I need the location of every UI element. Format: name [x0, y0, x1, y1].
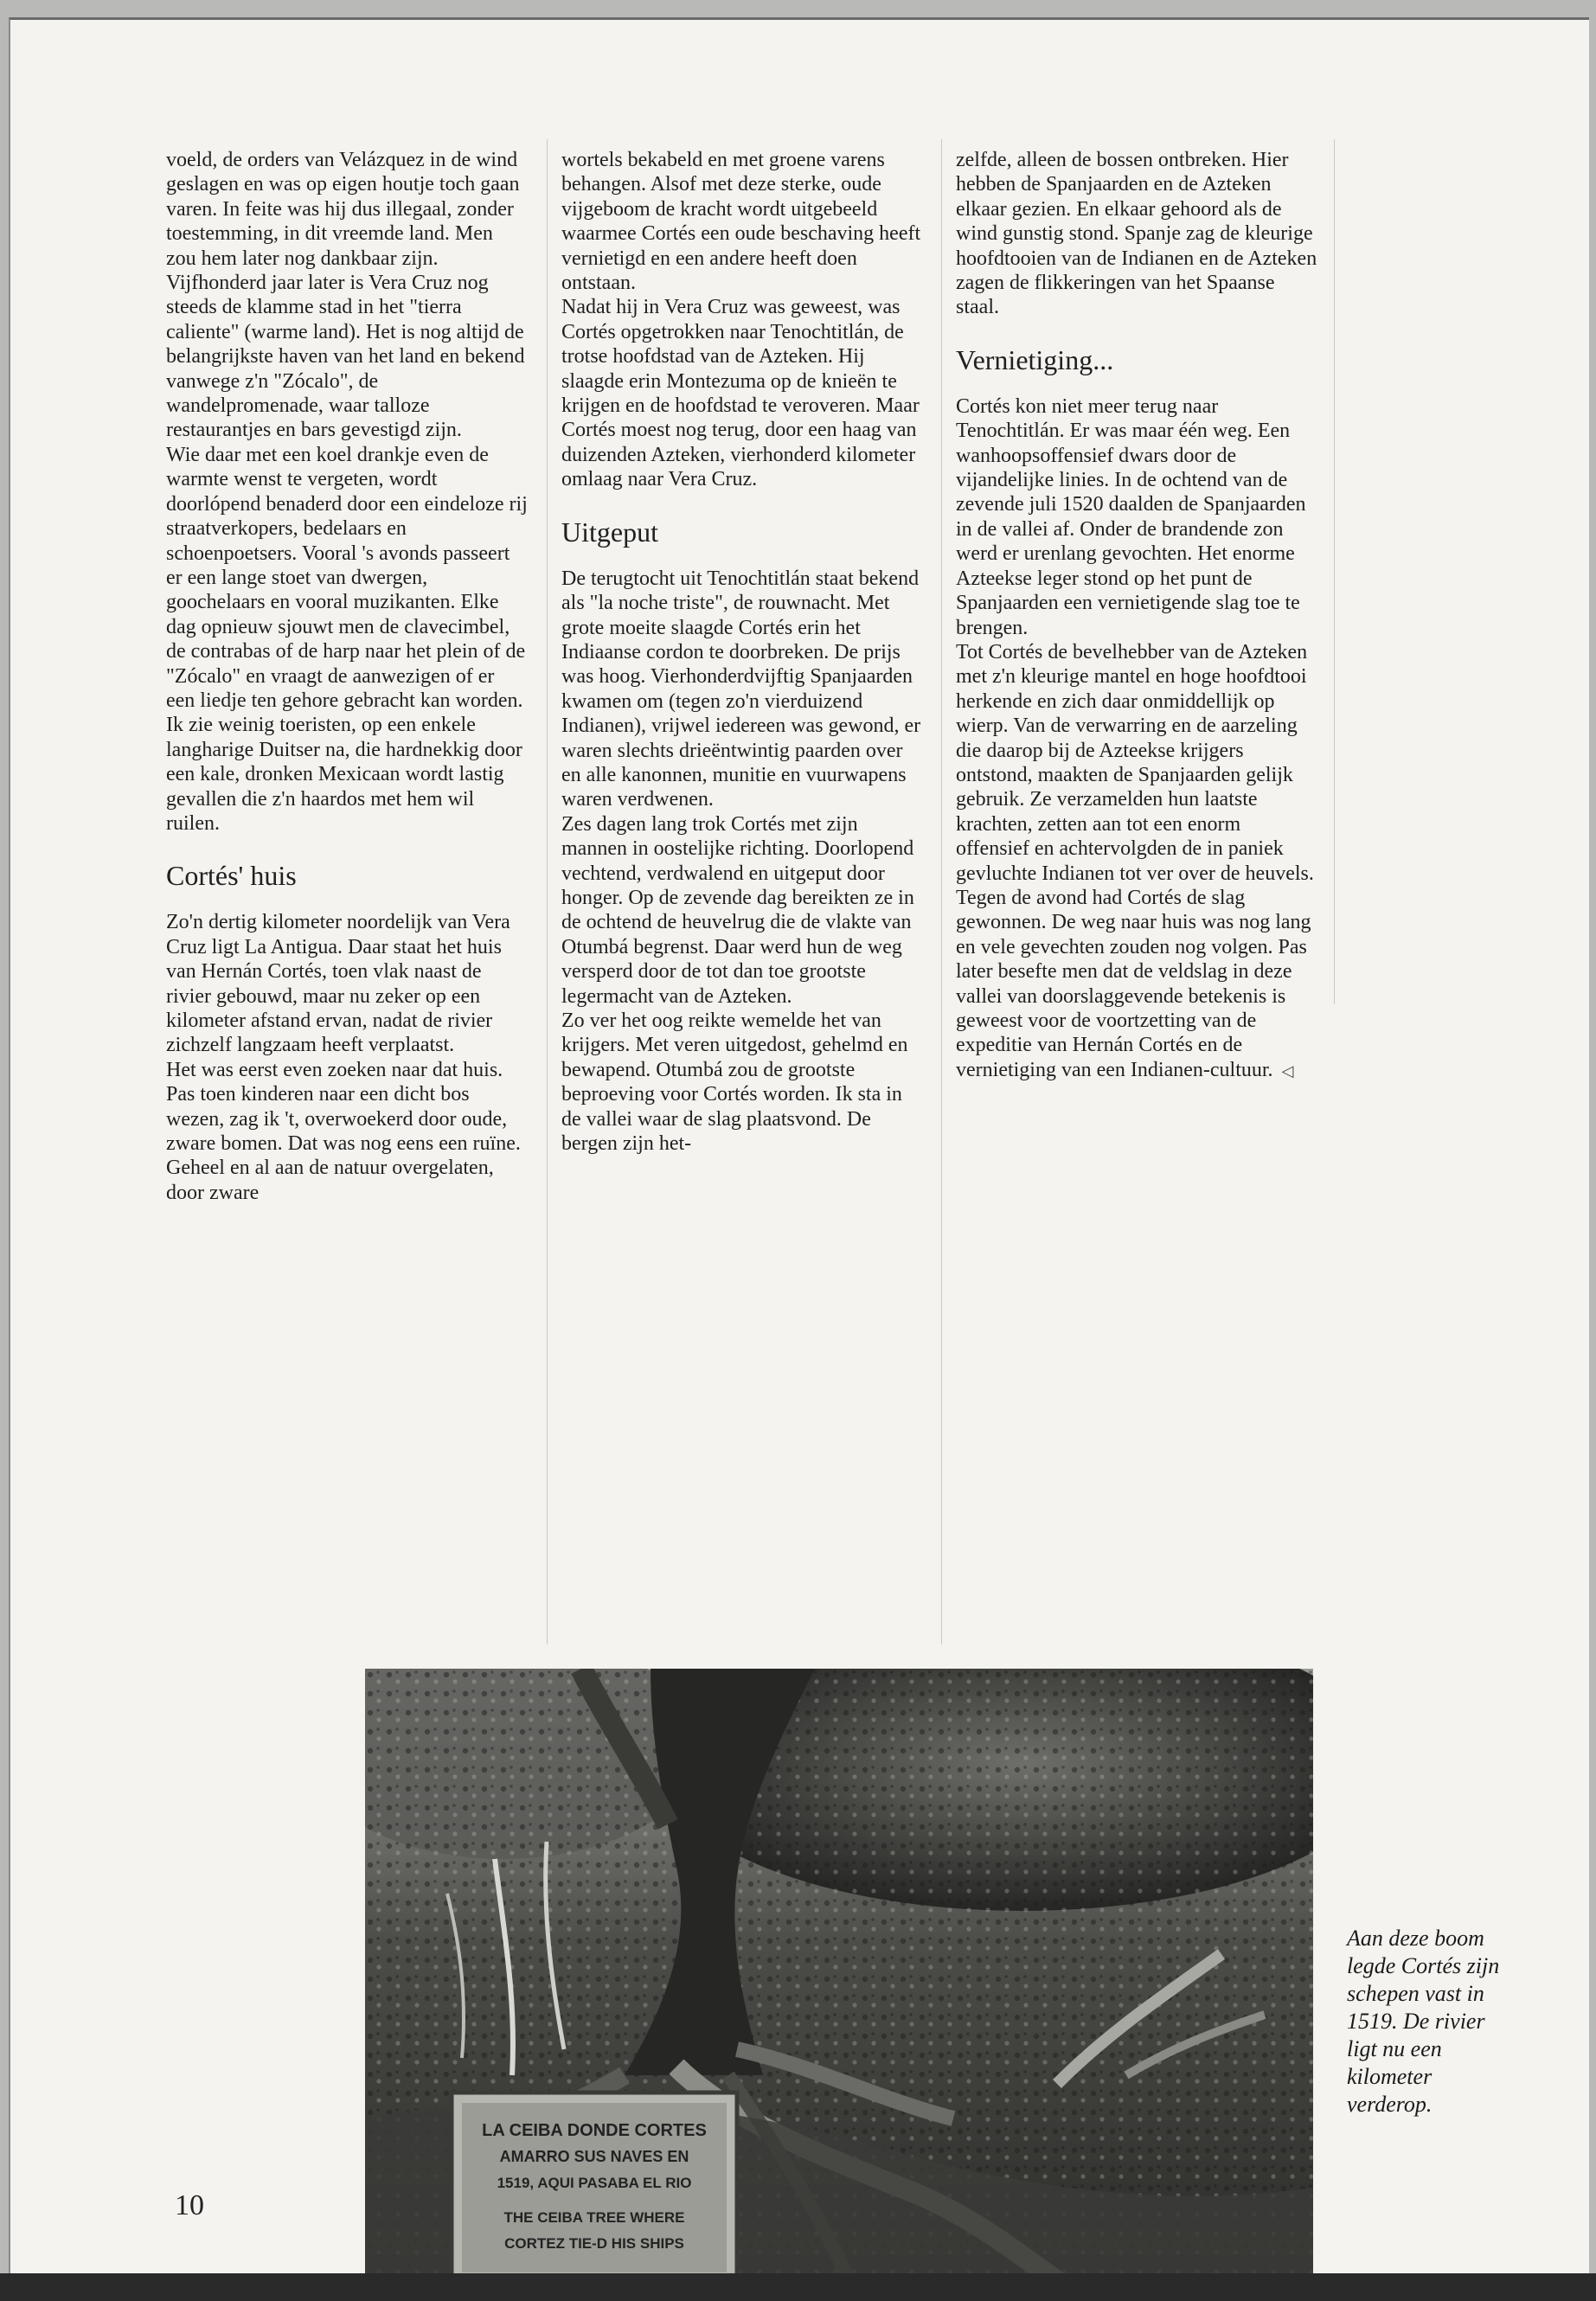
paragraph-text: Tegen de avond had Cortés de slag gewonnen. De weg naar huis was nog lang en vele gevechten zouden nog volgen. Pas later besefte men dat de veldslag in deze vallei van doorslaggevende betekenis is geweest voor de voortzetting van de expeditie van Hernán Cortés en de vernietiging van een Indianen-cultuur.	[956, 886, 1311, 1081]
paragraph: Tot Cortés de bevelhebber van de Azteken met z'n kleurige mantel en hoge hoofdtooi herkende en zich daar onmiddellijk op wierp. Van de verwarring en de aarzeling die daarop bij de Azteekse krijgers ontstond, maakten de Spanjaarden gelijk gebruik. Ze verzamelden hun laatste krachten, zetten aan tot een enorm offensief en achtervolgden de in paniek gevluchte Indianen tot ver over de heuvels.	[956, 640, 1314, 885]
text-column-2	[561, 148, 923, 1156]
photo-caption: Aan deze boom legde Cortés zijn schepen vast in 1519. De rivier ligt nu een kilometer verderop.	[1347, 1926, 1500, 2117]
column-divider	[1334, 139, 1335, 1004]
paragraph: Zo'n dertig kilometer noordelijk van Vera Cruz ligt La Antigua. Daar staat het huis van Hernán Cortés, toen vlak naast de rivier gebouwd, maar nu zeker op een kilometer afstand ervan, nadat de rivier zichzelf langzaam heeft verplaatst.	[166, 911, 510, 1057]
bottom-scan-edge	[0, 2273, 1596, 2301]
plaque-text-line: LA CEIBA DONDE CORTES	[482, 2121, 707, 2140]
plaque-text-line: AMARRO SUS NAVES EN	[499, 2148, 689, 2165]
paragraph: Zo ver het oog reikte wemelde het van krijgers. Met veren uitgedost, gehelmd en bewapend. Otumbá zou de grootste beproeving voor Cortés worden. Ik sta in de vallei waar de slag plaatsvond. De bergen zijn het-	[561, 1009, 908, 1156]
end-mark-icon: ◁	[1281, 1061, 1294, 1080]
paragraph: Wie daar met een koel drankje even de warmte wenst te vergeten, wordt doorlópend benaderd door een eindeloze rij straatverkopers, bedelaars en schoenpoetsers. Vooral 's avonds passeert er een lange stoet van dwergen, goochelaars en vooral muzikanten. Elke dag opnieuw sjouwt men de clavecimbel, de contrabas of de harp naar het plein of de "Zócalo" en vraagt de aanwezigen of er een liedje ten gehore gebracht kan worden. Ik zie weinig toeristen, op een enkele langharige Duitser na, die hardnekkig door een kale, dronken Mexicaan wordt lastig gevallen die z'n haardos met hem wil ruilen.	[166, 443, 528, 835]
plaque-sign	[452, 2093, 737, 2281]
paragraph: Het was eerst even zoeken naar dat huis. Pas toen kinderen naar een dicht bos wezen, zag ik 't, overwoekerd door oude, zware bomen. Dat was nog eens een ruïne. Geheel en al aan de natuur overgelaten, door zware	[166, 1058, 521, 1204]
text-column-3	[956, 148, 1317, 1083]
plaque-text-line: THE CEIBA TREE WHERE	[503, 2209, 685, 2226]
column-divider	[547, 139, 548, 1644]
column-divider	[941, 139, 942, 1644]
section-heading-vernietiging: Vernietiging...	[956, 343, 1114, 375]
section-heading-uitgeput: Uitgeput	[561, 516, 658, 548]
section-heading-cortes-huis: Cortés' huis	[166, 860, 297, 892]
paragraph: wortels bekabeld en met groene varens behangen. Alsof met deze sterke, oude vijgeboom de kracht wordt uitgebeeld waarmee Cortés een oude beschaving heeft vernietigd en een andere heeft doen ontstaan.	[561, 149, 921, 295]
photo-ceiba-tree	[365, 1669, 1313, 2281]
paragraph: voeld, de orders van Velázquez in de wind geslagen en was op eigen houtje toch gaan varen. In feite was hij dus illegaal, zonder toestemming, in dit vreemde land. Men zou hem later nog dankbaar zijn. Vijfhonderd jaar later is Vera Cruz nog steeds de klamme stad in het "tierra caliente" (warme land). Het is nog altijd de belangrijkste haven van het land en bekend vanwege z'n "Zócalo", de wandelpromenade, waar talloze restaurantjes en bars gevestigd zijn.	[166, 149, 525, 442]
text-column-1	[166, 148, 528, 1205]
paragraph: Cortés kon niet meer terug naar Tenochtitlán. Er was maar één weg. Een wanhoopsoffensief dwars door de vijandelijke linies. In de ochtend van de zevende juli 1520 daalden de Spanjaarden in de vallei af. Onder de brandende zon werd er urenlang gevochten. Het enorme Azteekse leger stond op het punt de Spanjaarden een vernietigende slag toe te brengen.	[956, 394, 1306, 639]
plaque-text-line: CORTEZ TIE-D HIS SHIPS	[504, 2235, 684, 2252]
page-number: 10	[175, 2189, 204, 2221]
paragraph	[956, 886, 1317, 1083]
magazine-page	[9, 17, 1589, 2275]
tree-photo-illustration	[365, 1669, 1313, 2281]
paragraph: Nadat hij in Vera Cruz was geweest, was Cortés opgetrokken naar Tenochtitlán, de trotse hoofdstad van de Azteken. Hij slaagde erin Montezuma op de knieën te krijgen en de hoofdstad te veroveren. Maar Cortés moest nog terug, door een haag van duizenden Azteken, vierhonderd kilometer omlaag naar Vera Cruz.	[561, 296, 920, 491]
paragraph: Zes dagen lang trok Cortés met zijn mannen in oostelijke richting. Doorlopend vechtend, verdwalend en uitgeput door honger. Op de zevende dag bereikten ze in de ochtend de heuvelrug die de vlakte van Otumbá begrenst. Daar werd hun de weg versperd door de tot dan toe grootste legermacht van de Azteken.	[561, 812, 914, 1008]
plaque-text-line: 1519, AQUI PASABA EL RIO	[497, 2175, 692, 2191]
paragraph: De terugtocht uit Tenochtitlán staat bekend als "la noche triste", de rouwnacht. Met grote moeite slaagde Cortés erin het Indiaanse cordon te doorbreken. De prijs was hoog. Vierhonderdvijftig Spanjaarden kwamen om (tegen zo'n vierduizend Indianen), vrijwel iedereen was gewond, er waren slechts drieëntwintig paarden over en alle kanonnen, munitie en vuurwapens waren verdwenen.	[561, 567, 921, 811]
paragraph: zelfde, alleen de bossen ontbreken. Hier hebben de Spanjaarden en de Azteken elkaar gezien. En elkaar gehoord als de wind gunstig stond. Spanje zag de kleurige hoofdtooien van de Indianen en de Azteken zagen de flikkeringen van het Spaanse staal.	[956, 149, 1317, 319]
